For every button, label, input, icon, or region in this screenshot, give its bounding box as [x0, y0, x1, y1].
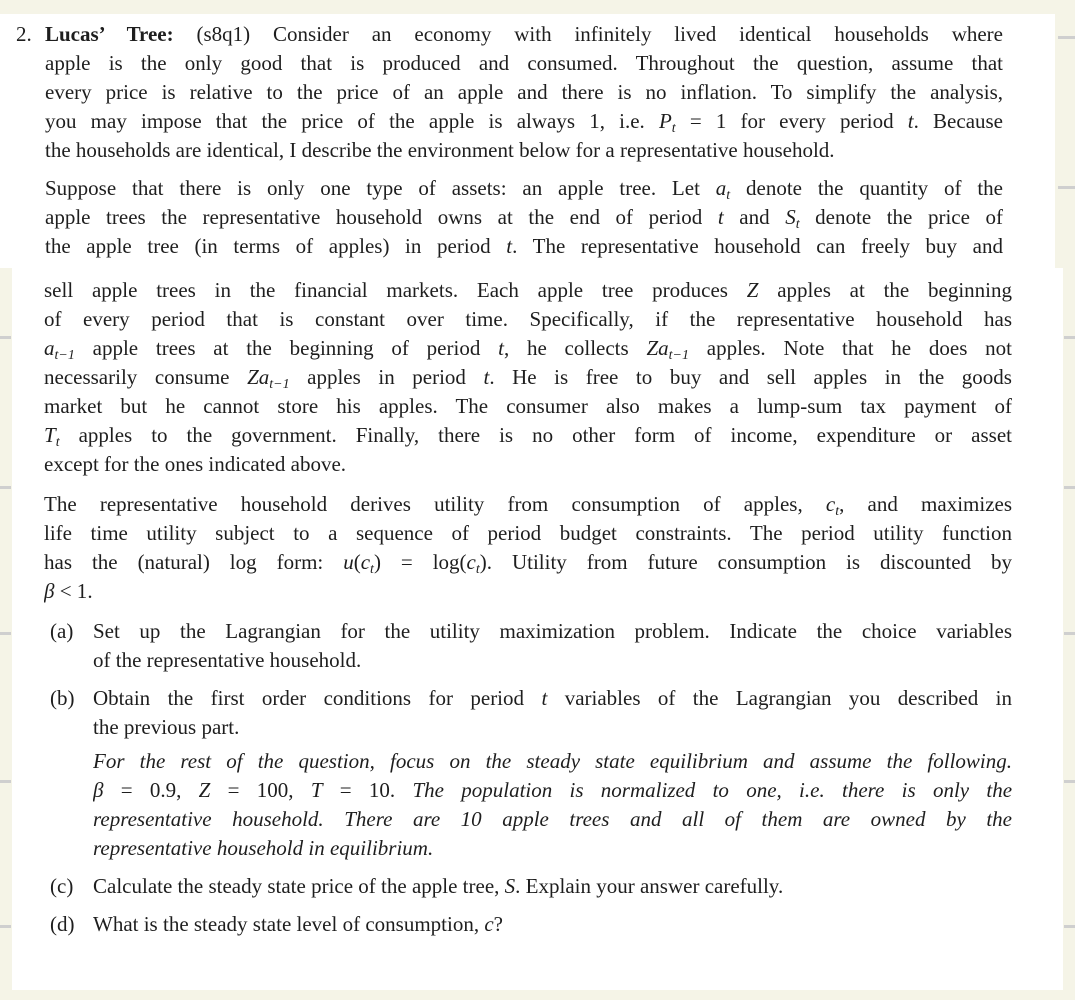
part-d-text [93, 910, 1012, 939]
paragraph-assets [45, 174, 1003, 261]
problem-number: 2. [16, 22, 32, 46]
text-line [44, 421, 1012, 450]
page-panel-top [0, 14, 1055, 268]
text-line [44, 548, 1012, 577]
math-variable [247, 364, 290, 392]
text-run: has the (natural) log form: [44, 549, 344, 574]
math-symbol: Z [198, 777, 211, 802]
math-symbol: c [360, 549, 371, 574]
text-line [44, 276, 1012, 305]
edge-mark [1064, 632, 1075, 635]
text-run: . He is free to buy and sell apples in the goods [489, 364, 1012, 389]
part-d-label: (d) [50, 911, 75, 936]
text-line [44, 450, 1012, 479]
math-symbol: S [785, 204, 796, 229]
math-variable [505, 874, 516, 898]
paragraph-utility [44, 490, 1012, 606]
math-variable [715, 175, 731, 203]
part-c-label: (c) [50, 873, 74, 898]
text-run: representative household in equilibrium. [93, 835, 434, 860]
text-line [44, 519, 1012, 548]
edge-mark [0, 780, 11, 783]
text-run: Suppose that there is only one type of assets: an apple tree. Let [45, 175, 716, 200]
text-run: the apple tree (in terms of apples) in period [45, 233, 507, 258]
text-run: variables of the Lagrangian you described in [547, 685, 1012, 710]
text-line [93, 684, 1012, 713]
math-operator: ( [353, 549, 361, 574]
math-variable [44, 579, 54, 603]
math-variable [44, 335, 75, 363]
edge-mark [1064, 336, 1075, 339]
math-subscript: t [671, 121, 676, 136]
math-symbol: t [541, 685, 548, 710]
text-line [93, 747, 1012, 776]
text-run: apples to the government. Finally, there is no other form of income, expenditure or asset [59, 422, 1012, 447]
edge-mark [0, 632, 11, 635]
text-line [44, 490, 1012, 519]
text-run: apple is the only good that is produced and consumed. Throughout the question, assume that [45, 51, 1003, 75]
math-variable [93, 778, 103, 802]
text-run: . Utility from future consumption is discounted by [486, 549, 1012, 574]
text-line [93, 713, 1012, 742]
text-line [45, 203, 1003, 232]
text-run: of every period that is constant over time. Specifically, if the representative household has [44, 306, 1012, 331]
text-line [45, 174, 1003, 203]
part-b-label: (b) [50, 685, 75, 710]
text-run: . The representative household can freely buy and [512, 233, 1003, 258]
math-symbol: c [484, 911, 494, 936]
math-symbol: t [907, 109, 914, 133]
math-symbol: S [504, 873, 516, 898]
math-symbol: t [483, 364, 490, 389]
text-run: except for the ones indicated above. [44, 451, 347, 476]
edge-mark [0, 336, 11, 339]
text-line [45, 78, 1003, 107]
text-run: necessarily consume [44, 364, 248, 389]
math-subscript: t [835, 503, 840, 519]
math-variable [466, 549, 480, 577]
text-line [44, 334, 1012, 363]
text-run: What is the steady state level of consumption, [93, 911, 485, 936]
part-a-text [93, 617, 1012, 675]
math-variable [44, 422, 60, 450]
text-run: representative household. There are 10 apple trees and all of them are owned by the [93, 806, 1012, 831]
math-symbol: a [715, 175, 727, 200]
text-line [44, 363, 1012, 392]
assumptions-text [93, 747, 1012, 863]
paragraph-intro [45, 20, 1003, 165]
math-symbol: T [44, 422, 56, 447]
text-line [93, 805, 1012, 834]
edge-mark [0, 925, 11, 928]
text-line [44, 305, 1012, 334]
math-variable [484, 912, 493, 936]
math-variable [646, 335, 689, 363]
math-symbol: Za [646, 335, 669, 360]
math-operator: = 10. [322, 777, 396, 802]
edge-mark [1064, 925, 1075, 928]
math-symbol: t [506, 233, 513, 258]
text-run: . Explain your answer carefully. [515, 873, 784, 898]
math-variable [199, 778, 211, 802]
math-symbol: T [310, 777, 323, 802]
text-line [93, 872, 1012, 901]
text-run: sell apple trees in the financial markets. Each apple tree produces [44, 277, 747, 302]
math-variable [825, 491, 840, 519]
text-run: , and maximizes [839, 491, 1012, 516]
math-subscript: t−1 [54, 347, 75, 363]
edge-mark [1058, 186, 1075, 189]
text-run: denote the price of [799, 204, 1003, 229]
paragraph-production [44, 276, 1012, 479]
text-run: apples. Note that he does not [689, 335, 1012, 360]
text-run: apples in period [289, 364, 484, 389]
text-line [93, 910, 1012, 939]
edge-mark [1064, 486, 1075, 489]
math-variable [343, 550, 354, 574]
math-symbol: Z [746, 277, 759, 302]
page-panel-bottom [12, 268, 1063, 990]
math-operator: ) = log( [373, 549, 467, 574]
math-operator: = 100, [210, 777, 311, 802]
math-subscript: t [55, 434, 60, 450]
text-run: apple trees the representative household owns at the end of period [45, 204, 718, 229]
part-a-label: (a) [50, 618, 74, 643]
text-run: you may impose that the price of the apple is always 1, i.e. [45, 109, 659, 133]
text-line [93, 776, 1012, 805]
text-line [45, 20, 1003, 49]
text-run: apple trees at the beginning of period [74, 335, 499, 360]
text-line [45, 232, 1003, 261]
text-run: and [723, 204, 786, 229]
math-operator: = 0.9, [103, 777, 199, 802]
text-run: every price is relative to the price of an apple and there is no inflation. To simplify the analysis, [45, 80, 1003, 104]
text-run: Calculate the steady state price of the apple tree, [93, 873, 505, 898]
edge-mark [1058, 36, 1075, 39]
part-c-text [93, 872, 1012, 901]
text-run: For the rest of the question, focus on the steady state equilibrium and assume the following. [93, 748, 1012, 773]
edge-mark [1064, 780, 1075, 783]
math-symbol: t [717, 204, 724, 229]
text-line [45, 107, 1003, 136]
math-symbol: P [658, 109, 672, 133]
text-line [93, 834, 1012, 863]
math-subscript: t [795, 216, 800, 232]
text-line [44, 392, 1012, 421]
text-run: Set up the Lagrangian for the utility maximization problem. Indicate the choice variables [93, 618, 1012, 643]
math-symbol: β [44, 578, 55, 603]
text-run: of the representative household. [93, 647, 362, 672]
text-run: the previous part. [93, 714, 240, 739]
text-run: for every period [726, 109, 908, 133]
math-subscript: t [370, 561, 374, 577]
text-run: (s8q1) Consider an economy with infinitely lived identical households where [173, 22, 1003, 46]
edge-mark [0, 486, 11, 489]
text-run: life time utility subject to a sequence of period budget constraints. The period utility function [44, 520, 1012, 545]
math-symbol: β [93, 777, 104, 802]
text-run: The population is normalized to one, i.e. there is only the [395, 777, 1012, 802]
math-subscript: t−1 [269, 376, 290, 392]
math-operator: ) [479, 549, 487, 574]
math-variable [311, 778, 323, 802]
math-variable [658, 109, 676, 136]
math-symbol: Za [247, 364, 270, 389]
math-symbol: c [825, 491, 836, 516]
math-symbol: c [466, 549, 476, 574]
text-run: the households are identical, I describe the environment below for a representative household. [45, 138, 835, 162]
text-run: . Because [913, 109, 1003, 133]
math-variable [747, 278, 759, 302]
math-variable [360, 549, 374, 577]
math-symbol: u [343, 549, 354, 574]
math-symbol: a [44, 335, 55, 360]
text-run: . [87, 578, 93, 603]
text-run: apples at the beginning [758, 277, 1012, 302]
math-variable [785, 204, 800, 232]
math-operator: < 1 [54, 578, 88, 603]
text-line [45, 49, 1003, 78]
text-run: Obtain the first order conditions for period [93, 685, 542, 710]
text-run: ? [493, 911, 503, 936]
text-line [93, 646, 1012, 675]
math-symbol: t [498, 335, 504, 360]
text-run: The representative household derives utility from consumption of apples, [44, 491, 826, 516]
math-subscript: t [475, 561, 480, 577]
math-subscript: t−1 [668, 347, 689, 363]
text-line [44, 577, 1012, 606]
text-run: , he collects [503, 335, 647, 360]
text-run: denote the quantity of the [730, 175, 1003, 200]
math-operator: = 1 [675, 109, 727, 133]
text-line [93, 617, 1012, 646]
problem-title: Lucas’ Tree: [45, 22, 174, 46]
math-subscript: t [726, 187, 731, 203]
part-b-text [93, 684, 1012, 742]
text-run: market but he cannot store his apples. The consumer also makes a lump-sum tax payment of [44, 393, 1012, 418]
text-line [45, 136, 1003, 165]
